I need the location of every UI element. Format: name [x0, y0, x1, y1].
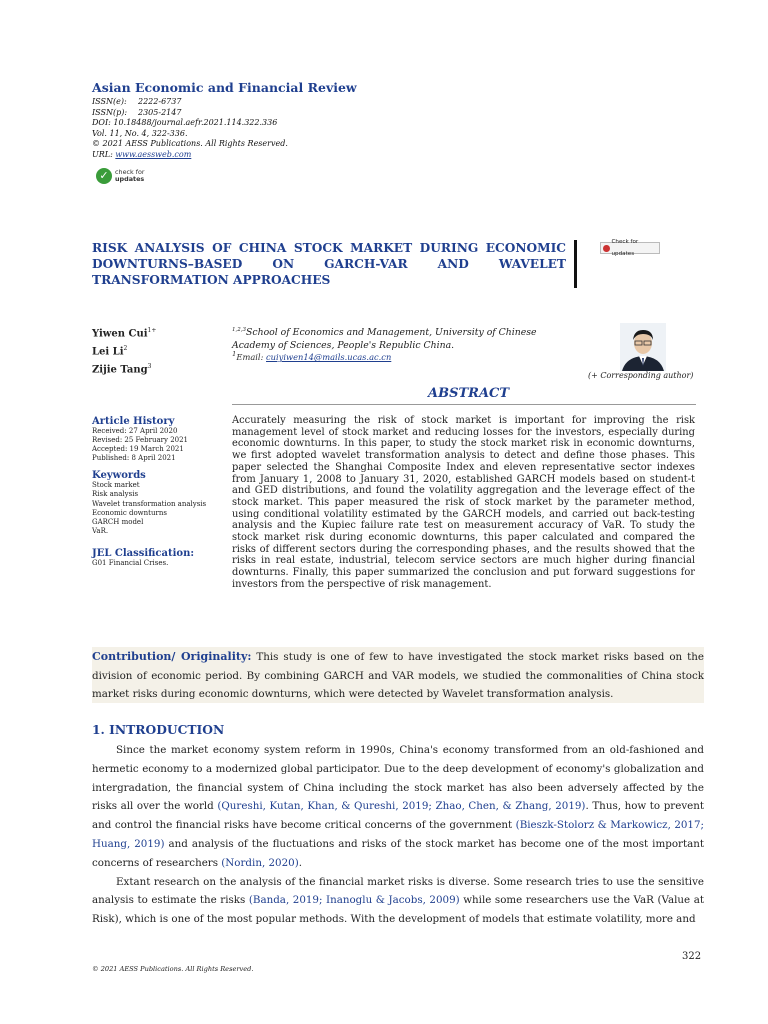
title-divider	[574, 240, 577, 288]
keyword-item: GARCH model	[92, 517, 144, 526]
paper-title: RISK ANALYSIS OF CHINA STOCK MARKET DURING ECONOMIC DOWNTURNS–BASED ON GARCH-VAR AND WAVELET TRANSFORMATION APPROACHES	[92, 241, 566, 287]
abstract-rule	[232, 404, 696, 405]
volume: Vol. 11, No. 4, 322-336.	[92, 128, 188, 138]
article-sidebar	[92, 416, 222, 568]
keywords-heading: Keywords	[92, 470, 146, 482]
issn-e: 2222-6737	[138, 97, 182, 106]
keyword-item: Risk analysis	[92, 490, 139, 499]
corresponding-author-note: (+ Corresponding author)	[588, 371, 694, 380]
doi: DOI: 10.18488/journal.aefr.2021.114.322.336	[92, 118, 278, 128]
abstract-heading: ABSTRACT	[428, 386, 510, 401]
author-3: Zijie Tang$^3$	[92, 362, 152, 375]
introduction-body	[92, 741, 704, 929]
contribution-label: Contribution/ Originality:	[92, 650, 252, 663]
accepted-date: Accepted: 19 March 2021	[92, 445, 184, 454]
footer-copyright: © 2021 AESS Publications. All Rights Reserved.	[92, 965, 254, 973]
author-1: Yiwen Cui$^{1+}$	[92, 327, 157, 340]
email-link[interactable]: cuiyiwen14@mails.ucas.ac.cn	[266, 351, 392, 362]
author-photo	[620, 323, 666, 371]
intro-paragraph-1: Since the market economy system reform in 1990s, China's economy transformed from an old-fashioned and hermetic economy to a modernized global participator. Due to the deep development of economy's globalization and intergradation, the financial system of China including the stock market has also been adversely affected by the risks all over the world (Qureshi, Kutan, Khan, & Qureshi, 2019; Zhao, Chen, & Zhang, 2019). Thus, how to prevent and control the financial risks have become critical concerns of the government (Bieszk-Stolorz & Markowicz, 2017; Huang, 2019) and analysis of the fluctuations and risks of the stock market has become one of the most important concerns of researchers (Nordin, 2020).	[92, 744, 704, 869]
issn-p-label: ISSN(p):	[92, 107, 128, 117]
keyword-item: Stock market	[92, 481, 140, 490]
received-date: Received: 27 April 2020	[92, 427, 178, 435]
introduction-heading: 1. INTRODUCTION	[92, 722, 225, 737]
journal-meta	[92, 97, 288, 161]
journal-url-link[interactable]: www.aessweb.com	[115, 149, 192, 159]
check-for-updates-button[interactable]	[600, 239, 660, 257]
crossmark-icon	[603, 245, 610, 252]
intro-paragraph-2: Extant research on the analysis of the financial market risks is diverse. Some research tries to use the sensitive analysis to estimate the risks (Banda, 2019; Inanoglu & Jacobs, 2009) while some researchers use the VaR (Value at Risk), which is one of the most popular methods. With the development of models that estimate volatility, more and	[92, 875, 704, 926]
check-updates-line1: check for	[115, 168, 145, 176]
check-for-updates-badge[interactable]	[96, 168, 145, 184]
citation-link[interactable]: (Qureshi, Kutan, Khan, & Qureshi, 2019; Zhao, Chen, & Zhang, 2019)	[217, 800, 586, 813]
affiliation: $^{1,2,3}$School of Economics and Management, University of Chinese Academy of Sciences, People's Republic China.	[232, 327, 537, 351]
keyword-item: VaR.	[92, 526, 109, 535]
page-number: 322	[682, 951, 702, 962]
author-email: $^1$Email: cuiyiwen14@mails.ucas.ac.cn	[232, 350, 392, 362]
article-history-heading: Article History	[92, 416, 175, 427]
jel-text: G01 Financial Crises.	[92, 558, 169, 567]
journal-title: Asian Economic and Financial Review	[92, 80, 357, 95]
jel-heading: JEL Classification:	[92, 547, 195, 559]
citation-link[interactable]: (Nordin, 2020)	[221, 856, 299, 869]
revised-date: Revised: 25 February 2021	[92, 436, 189, 445]
issn-e-label: ISSN(e):	[92, 97, 127, 106]
check-updates-small-label: Check for updates	[611, 239, 639, 257]
url-label: URL:	[92, 149, 113, 159]
published-date: Published: 8 April 2021	[92, 454, 176, 463]
issn-p: 2305-2147	[138, 107, 182, 117]
copyright: © 2021 AESS Publications. All Rights Reserved.	[92, 139, 288, 149]
author-2: Lei Li$^2$	[92, 344, 128, 358]
citation-link[interactable]: (Banda, 2019; Inanoglu & Jacobs, 2009)	[248, 894, 460, 907]
author-list	[92, 324, 156, 377]
contribution-text: Contribution/ Originality: This study is one of few to have investigated the stock market risks based on the division of economic period. By combining GARCH and VAR models, we studied the commonalities of China stock market risks during economic downturns, which were detected by Wavelet transformation analysis.	[92, 650, 704, 701]
abstract-text: Accurately measuring the risk of stock market is important for improving the risk management level of stock market and reducing losses for the investors, especially during economic downturns. In this paper, to study the stock market risk in economic downturns, we first adopted wavelet transformation analysis to detect and define those phases. This paper selected the Shanghai Composite Index and eleven representative sector indexes from January 1, 2008 to January 31, 2020, established GARCH models based on student-t and GED distributions, and found the volatility aggregation and the leverage effect of the stock market. This paper measured the risk of stock market by the parameter method, using conditional volatility estimated by the GARCH models, and carried out back-testing analysis and the Kupiec failure rate test on measurement accuracy of VaR. To study the stock market risk during economic downturns, this paper calculated and compared the risks of different sectors during the corresponding phases, and the results showed that the risks in real estate, industrial, telecom service sectors are much higher during financial downturns. Finally, this paper summarized the conclusion and put forward suggestions for investors from the perspective of risk management.	[232, 415, 695, 590]
keyword-item: Wavelet transformation analysis	[92, 499, 207, 508]
check-icon: ✓	[96, 168, 112, 184]
citation-link[interactable]: (Bieszk-Stolorz & Markowicz, 2017; Huang, 2019)	[92, 819, 704, 850]
keyword-item: Economic downturns	[92, 508, 167, 517]
check-updates-line2: updates	[115, 175, 145, 183]
